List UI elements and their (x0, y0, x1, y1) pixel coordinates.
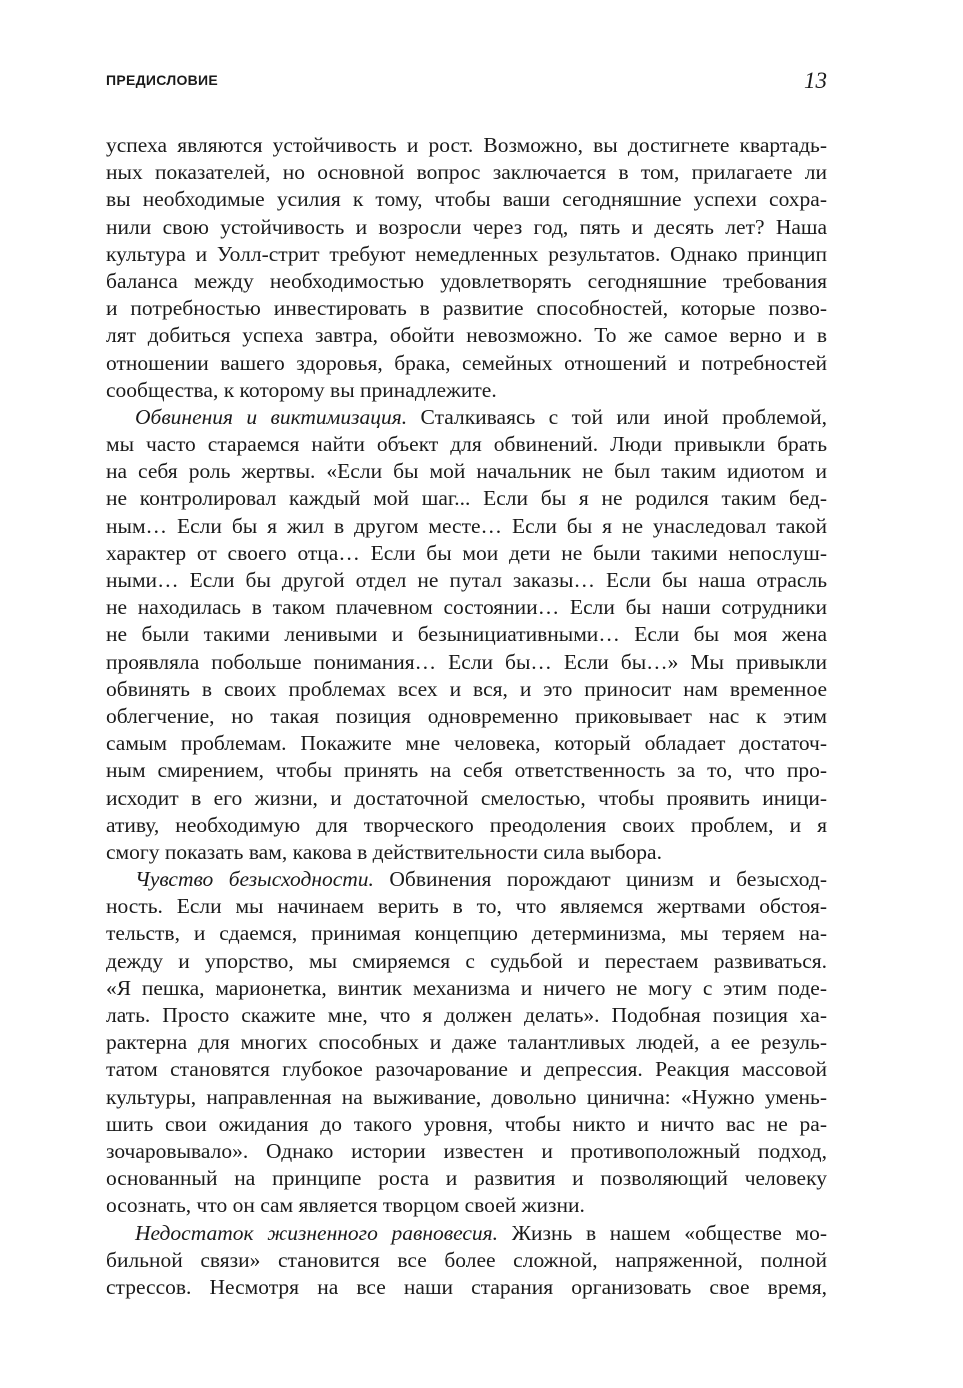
text-line: осознать, что он сам является творцом своей жизни. (106, 1193, 585, 1218)
text-line: на себя роль жертвы. «Если бы мой начальник не был таким идиотом и (106, 459, 827, 484)
text-line: бильной связи» становится все более сложной, напряженной, полной (106, 1247, 827, 1272)
text-line: «Я пешка, марионетка, винтик механизма и ничего не могу с этим поде- (106, 975, 827, 1000)
text-line: не находилась в таком плачевном состоянии… Если бы наши сотрудники (106, 595, 827, 620)
text-line: обвинять в своих проблемах всех и вся, и это приносит нам временное (106, 676, 827, 701)
text-line: лать. Просто скажите мне, что я должен делать». Подобная позиция ха- (106, 1003, 827, 1027)
text-line: культуры, направленная на выживание, довольно цинична: «Нужно умень- (106, 1084, 827, 1109)
paragraph-first-line (106, 404, 827, 431)
text-line: ным… Если бы я жил в другом месте… Если бы я не унаследовал такой (106, 513, 827, 538)
text-line: ативу, необходимую для творческого преодоления своих проблем, и я (106, 812, 827, 837)
text-line: и потребностью инвестировать в развитие способностей, которые позво- (106, 296, 827, 321)
text-line: стрессов. Несмотря на все наши старания организовать свое время, (106, 1274, 827, 1299)
text-line: не были такими ленивыми и безынициативными… Если бы моя жена (106, 622, 827, 647)
paragraph-lead-in: Чувство безысходности. (135, 867, 374, 892)
text-line: вы необходимые усилия к тому, чтобы ваши сегодняшние успехи сохра- (106, 187, 827, 212)
text-line: зочаровывало». Однако истории известен и противоположный подход, (106, 1138, 827, 1163)
text-line: Обвинения порождают цинизм и безысход- (373, 867, 827, 892)
text-line: рактерна для многих способных и даже талантливых людей, а ее резуль- (106, 1030, 827, 1055)
text-line: Сталкиваясь с той или иной проблемой, (407, 404, 827, 429)
text-line: отношении вашего здоровья, брака, семейных отношений и потребностей (106, 350, 827, 375)
text-line: нили свою устойчивость и возросли через год, пять и десять лет? Наша (106, 214, 827, 239)
text-line: дежду и упорство, мы смиряемся с судьбой и перестаем развиваться. (106, 948, 827, 973)
text-line: баланса между необходимостью удовлетворять сегодняшние требования (106, 268, 827, 293)
text-line: тельств, и сдаемся, принимая концепцию детерминизма, мы теряем на- (106, 921, 827, 946)
text-line: исходит в его жизни, и достаточной смелостью, чтобы проявить иници- (106, 785, 827, 810)
text-line: проявляла побольше понимания… Если бы… Если бы…» Мы привыкли (106, 649, 827, 674)
text-line: самым проблемам. Покажите мне человека, который обладает достаточ- (106, 731, 827, 756)
text-line: Жизнь в нашем «обществе мо- (498, 1220, 827, 1245)
text-line: ность. Если мы начинаем верить в то, что являемся жертвами обстоя- (106, 894, 827, 919)
page-number: 13 (804, 68, 827, 93)
text-line: характер от своего отца… Если бы мои дети не были такими непослуш- (106, 540, 827, 565)
text-line: не контролировал каждый мой шаг... Если бы я не родился таким бед- (106, 486, 827, 511)
text-line: мы часто стараемся найти объект для обвинений. Люди привыкли брать (106, 432, 827, 457)
paragraph-lead-in: Обвинения и виктимизация. (135, 404, 408, 429)
text-line: шить свои ожидания до такого уровня, чтобы никто и ничто вас не ра- (106, 1111, 827, 1136)
text-line: основанный на принципе роста и развития и позволяющий человеку (106, 1166, 827, 1191)
text-line: ными… Если бы другой отдел не путал заказы… Если бы наша отрасль (106, 568, 827, 592)
text-line: смогу показать вам, какова в действительности сила выбора. (106, 839, 662, 864)
text-line: облегчение, но такая позиция одновременно приковывает нас к этим (106, 703, 827, 728)
running-title: ПРЕДИСЛОВИЕ (106, 72, 219, 88)
body-text (106, 132, 827, 1301)
paragraph-first-line (106, 1220, 827, 1247)
text-line: сообщества, к которому вы принадлежите. (106, 377, 497, 402)
text-line: культура и Уолл-стрит требуют немедленных результатов. Однако принцип (106, 241, 827, 266)
text-line: успеха являются устойчивость и рост. Возможно, вы достигнете квартадь- (106, 133, 827, 157)
text-line: ных показателей, но основной вопрос заключается в том, прилагаете ли (106, 160, 827, 185)
paragraph-first-line (106, 866, 827, 893)
text-line: лят добиться успеха завтра, обойти невозможно. То же самое верно и в (106, 323, 827, 348)
text-line: татом становятся глубокое разочарование и депрессия. Реакция массовой (106, 1057, 827, 1082)
text-line: ным смирением, чтобы принять на себя ответственность за то, что про- (106, 758, 827, 783)
paragraph-lead-in: Недостаток жизненного равновесия. (135, 1220, 499, 1245)
